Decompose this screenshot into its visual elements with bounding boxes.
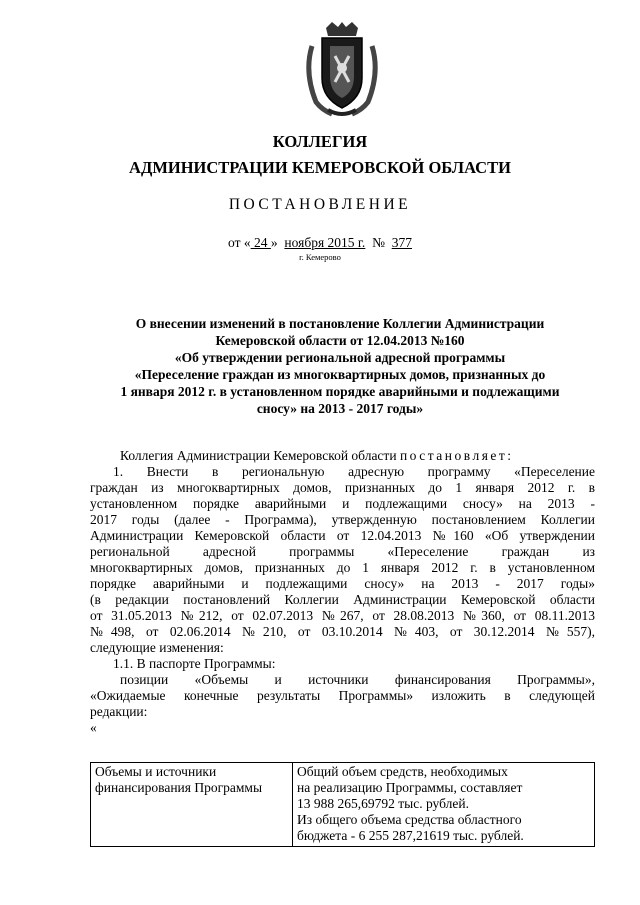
cell-line: бюджета - 6 255 287,21619 тыс. рублей. xyxy=(297,828,524,843)
title-line: «Об утверждении региональной адресной программы xyxy=(174,350,506,365)
date-month-year: ноября 2015 г. xyxy=(284,235,366,250)
cell-line: на реализацию Программы, составляет xyxy=(297,780,523,795)
paragraph-line: от 31.05.2013 №212, от 02.07.2013 №267, от 28.08.2013 №360, от 08.11.2013 xyxy=(90,608,595,623)
paragraph-line: следующие изменения: xyxy=(90,640,224,655)
paragraph-line: редакции: xyxy=(90,704,148,719)
title-line: О внесении изменений в постановление Коллегии Администрации xyxy=(135,316,545,331)
cell-line: Общий объем средств, необходимых xyxy=(297,764,508,779)
intro-text: Коллегия Администрации Кемеровской области xyxy=(120,448,400,463)
coat-of-arms-icon xyxy=(302,22,382,118)
document-number: 377 xyxy=(391,235,412,250)
cell-line: 13 988 265,69792 тыс. рублей. xyxy=(297,796,469,811)
date-prefix: от « xyxy=(228,235,251,250)
subparagraph-1-1: 1.1. В паспорте Программы: xyxy=(113,656,276,671)
number-prefix: № xyxy=(365,235,392,250)
intro-verb: постановляет: xyxy=(399,448,514,463)
paragraph-line: (в редакции постановлений Коллегии Администрации Кемеровской области xyxy=(90,592,595,607)
table-cell-value xyxy=(293,763,595,847)
cell-line: Объемы и источники xyxy=(95,764,217,779)
paragraph-line: граждан из многоквартирных домов, признанных до 1 января 2012 г. в xyxy=(90,480,595,495)
passport-table xyxy=(90,762,595,847)
date-mid: » xyxy=(270,235,285,250)
paragraph-line: многоквартирных домов, признанных до 1 января 2012 г. в установленном xyxy=(90,560,595,575)
paragraph-line: позиции «Объемы и источники финансирования Программы», xyxy=(120,672,595,687)
paragraph-line: Администрации Кемеровской области от 12.04.2013 №160 «Об утверждении xyxy=(90,528,595,543)
paragraph-line: региональной адресной программы «Переселение граждан из xyxy=(90,544,595,559)
paragraph-line: порядке аварийными и подлежащими сносу» на 2013 - 2017 годы» xyxy=(90,576,595,591)
paragraph-line: «Ожидаемые конечные результаты Программы» изложить в следующей xyxy=(90,688,595,703)
document-type: ПОСТАНОВЛЕНИЕ xyxy=(228,196,412,213)
cell-line: финансирования Программы xyxy=(95,780,263,795)
org-line-2: АДМИНИСТРАЦИИ КЕМЕРОВСКОЙ ОБЛАСТИ xyxy=(129,158,511,177)
org-line-1: КОЛЛЕГИЯ xyxy=(272,132,368,151)
document-body xyxy=(90,448,595,736)
document-title xyxy=(60,315,620,417)
table-cell-label xyxy=(91,763,293,847)
intro-paragraph xyxy=(90,448,595,464)
paragraph-line: 1. Внести в региональную адресную программу «Переселение xyxy=(113,464,595,479)
title-line: Кемеровской области от 12.04.2013 №160 xyxy=(215,333,465,348)
title-line: 1 января 2012 г. в установленном порядке аварийными и подлежащими xyxy=(120,384,560,399)
paragraph-line: №498, от 02.06.2014 №210, от 03.10.2014 №403, от 30.12.2014 №557), xyxy=(90,624,595,639)
title-line: «Переселение граждан из многоквартирных домов, признанных до xyxy=(134,367,546,382)
title-line: сносу» на 2013 - 2017 годы» xyxy=(256,401,424,416)
paragraph-line: 2017 годы (далее - Программа), утвержденную постановлением Коллегии xyxy=(90,512,595,527)
open-quote: « xyxy=(90,720,97,735)
paragraph-line: установленном порядке аварийными и подлежащими сносу» на 2013 - xyxy=(90,496,595,511)
date-day: 24 xyxy=(250,235,271,250)
cell-line: Из общего объема средства областного xyxy=(297,812,522,827)
table-row xyxy=(91,763,595,847)
date-number-line xyxy=(0,235,640,251)
city: г. Кемерово xyxy=(299,252,341,262)
